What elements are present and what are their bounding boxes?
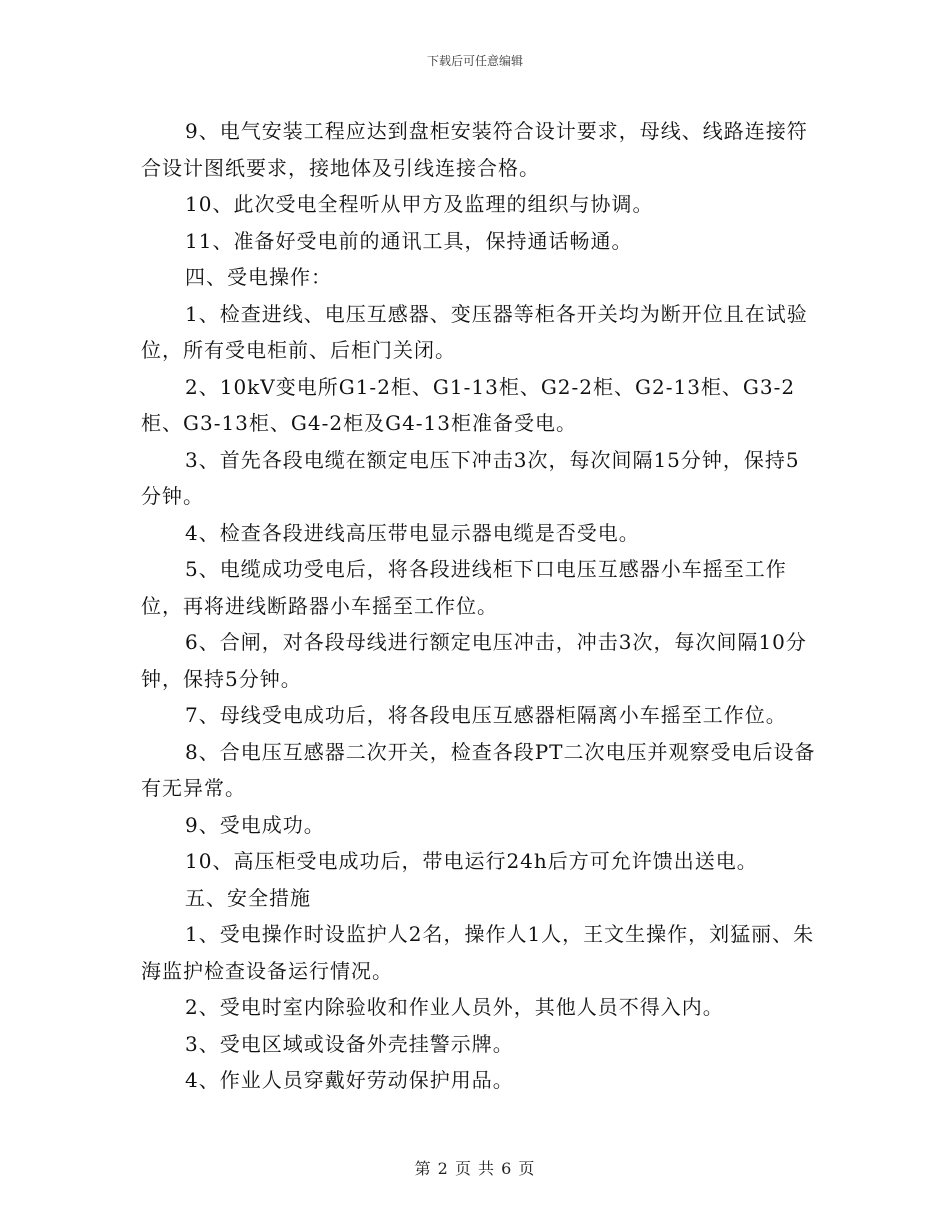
paragraph: 3、首先各段电缆在额定电压下冲击3次，每次间隔15分钟，保持5分钟。 (141, 447, 800, 508)
paragraph: 6、合闸，对各段母线进行额定电压冲击，冲击3次，每次间隔10分钟，保持5分钟。 (141, 630, 807, 691)
paragraph: 9、电气安装工程应达到盘柜安装符合设计要求，母线、线路连接符合设计图纸要求，接地体及引线连接合格。 (141, 119, 808, 180)
paragraph: 7、母线受电成功后，将各段电压互感器柜隔离小车摇至工作位。 (185, 703, 787, 727)
section-heading: 五、安全措施 (185, 885, 311, 910)
paragraph: 5、电缆成功受电后，将各段进线柜下口电压互感器小车摇至工作位，再将进线断路器小车摇至工作位。 (141, 557, 787, 618)
paragraph: 2、10kV变电所G1-2柜、G1-13柜、G2-2柜、G2-13柜、G3-2柜、G3-13柜、G4-2柜及G4-13柜准备受电。 (141, 374, 796, 435)
paragraph: 10、高压柜受电成功后，带电运行24h后方可允许馈出送电。 (185, 849, 758, 873)
paragraph: 11、准备好受电前的通讯工具，保持通话畅通。 (185, 228, 633, 253)
paragraph: 4、作业人员穿戴好劳动保护用品。 (185, 1068, 514, 1092)
paragraph: 1、检查进线、电压互感器、变压器等柜各开关均为断开位且在试验位，所有受电柜前、后柜门关闭。 (141, 301, 808, 362)
paragraph: 2、受电时室内除验收和作业人员外，其他人员不得入内。 (185, 995, 724, 1019)
paragraph: 1、受电操作时设监护人2名，操作人1人，王文生操作，刘猛丽、朱海监护检查设备运行情况。 (141, 922, 815, 983)
document-body (141, 113, 816, 1099)
page-number: 第 2 页 共 6 页 (414, 1159, 536, 1178)
paragraph: 4、检查各段进线高压带电显示器电缆是否受电。 (185, 520, 640, 545)
paragraph: 10、此次受电全程听从甲方及监理的组织与协调。 (185, 192, 654, 216)
paragraph: 8、合电压互感器二次开关，检查各段PT二次电压并观察受电后设备有无异常。 (141, 739, 816, 800)
section-heading: 四、受电操作： (185, 265, 332, 289)
page-header: 下载后可任意编辑 (426, 54, 523, 68)
paragraph: 9、受电成功。 (185, 812, 325, 837)
paragraph: 3、受电区域或设备外壳挂警示牌。 (185, 1031, 514, 1056)
